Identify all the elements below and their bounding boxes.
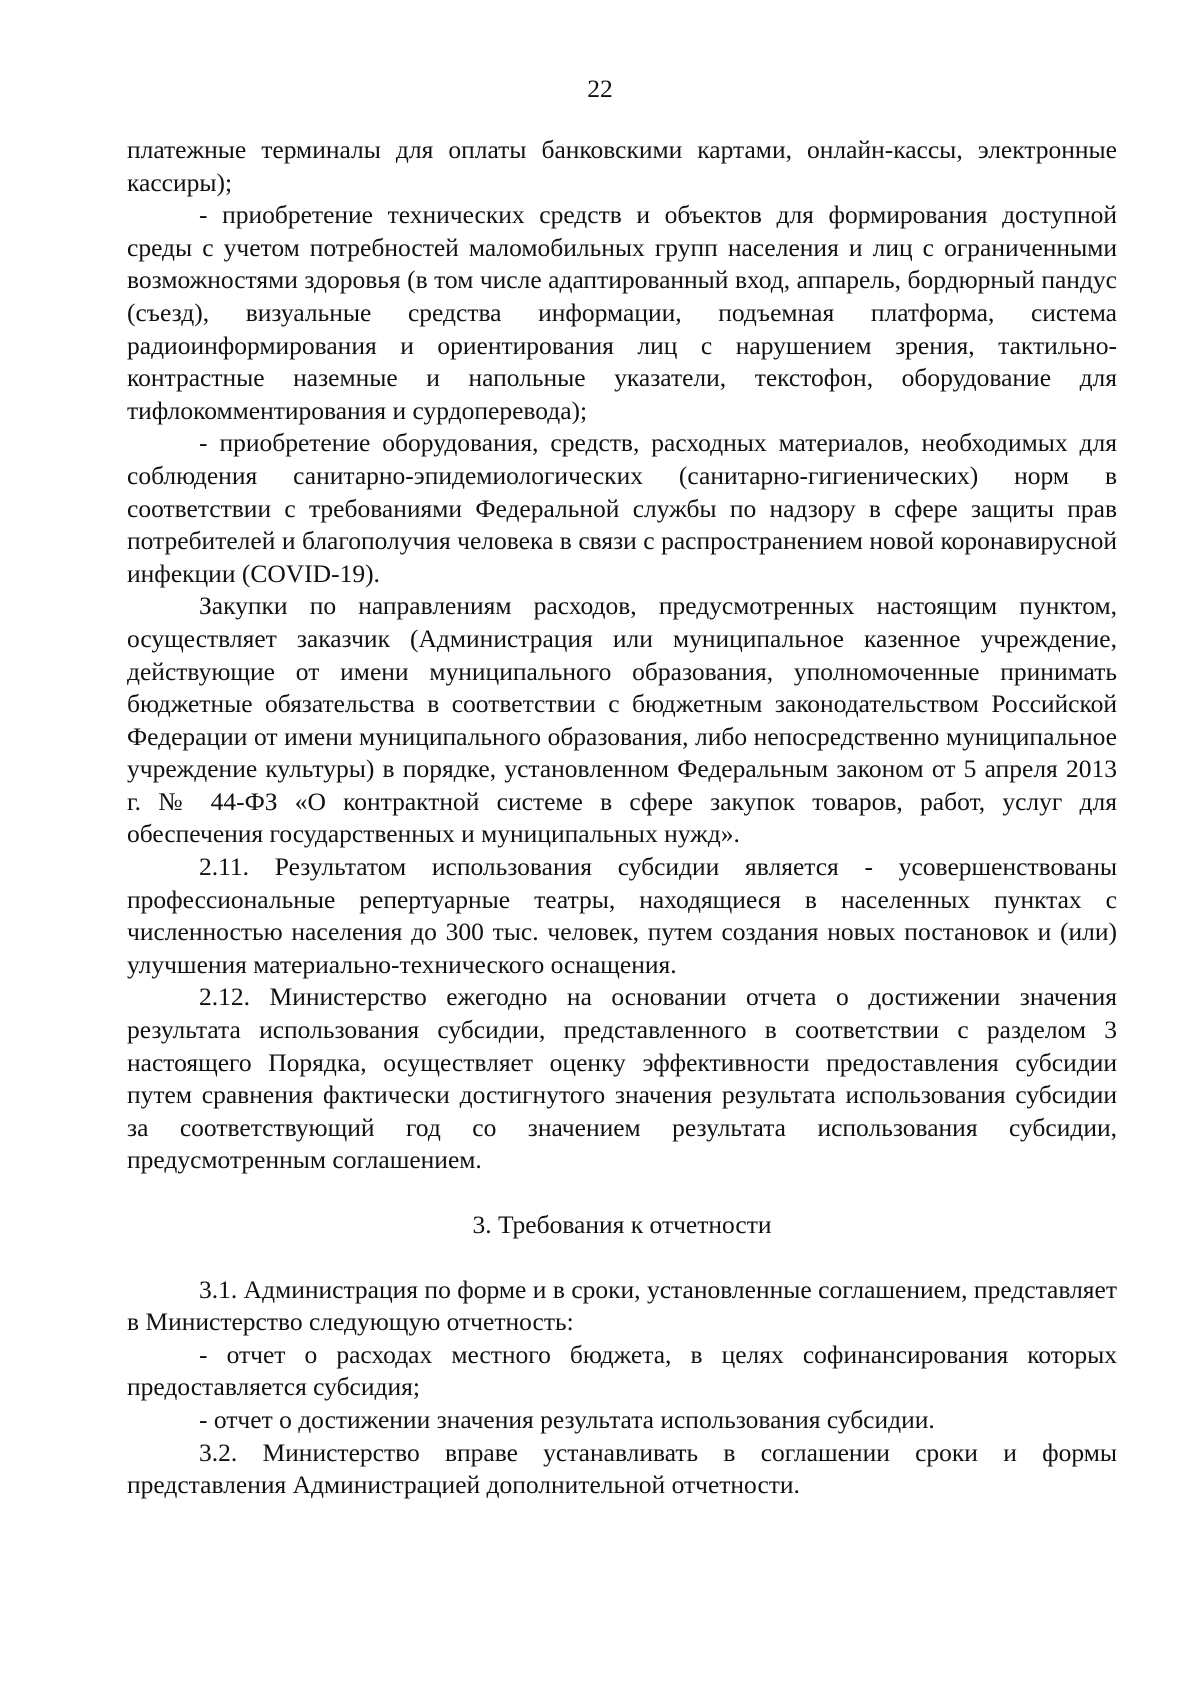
paragraph-report-expenses: - отчет о расходах местного бюджета, в целях софинансирования которых предоставляется субсидия; [127, 1339, 1117, 1402]
paragraph-accessible-environment: - приобретение технических средств и объектов для формирования доступной среды с учетом потребностей маломобильных групп населения и лиц с ограниченными возможностями здоровья (в том числе адаптированный вход, аппарель, бордюрный пандус (съезд), визуальные средства информации, подъемная платформа, система радиоинформирования и ориентирования лиц с нарушением зрения, тактильно-контрастные наземные и напольные указатели, текстофон, оборудование для тифлокомментирования и сурдоперевода); [127, 200, 1117, 425]
paragraph-2-11: 2.11. Результатом использования субсидии является - усовершенствованы профессиональные репертуарные театры, находящиеся в населенных пунктах с численностью населения до 300 тыс. человек, путем создания новых постановок и (или) улучшения материально-технического оснащения. [127, 852, 1117, 979]
paragraph-procurement: Закупки по направлениям расходов, предусмотренных настоящим пунктом, осуществляет заказчик (Администрация или муниципальное казенное учреждение, действующие от имени муниципального образования, уполномоченные принимать бюджетные обязательства в соответствии с бюджетным законодательством Российской Федерации от имени муниципального образования, либо непосредственно муниципальное учреждение культуры) в порядке, установленном Федеральным законом от 5 апреля 2013 г. № 44-ФЗ «О контрактной системе в сфере закупок товаров, работ, услуг для обеспечения государственных и муниципальных нужд». [127, 591, 1117, 849]
page-number: 22 [587, 74, 613, 103]
paragraph-payment-terminals: платежные терминалы для оплаты банковскими картами, онлайн-кассы, электронные кассиры); [127, 135, 1117, 197]
paragraph-sanitary-equipment: - приобретение оборудования, средств, расходных материалов, необходимых для соблюдения санитарно-эпидемиологических (санитарно-гигиенических) норм в соответствии с требованиями Федеральной службы по надзору в сфере защиты прав потребителей и благополучия человека в связи с распространением новой коронавирусной инфекции (COVID-19). [127, 428, 1117, 588]
paragraph-3-1: 3.1. Администрация по форме и в сроки, установленные соглашением, представляет в Министерство следующую отчетность: [127, 1274, 1117, 1337]
paragraph-3-2: 3.2. Министерство вправе устанавливать в соглашении сроки и формы представления Администрацией дополнительной отчетности. [127, 1437, 1117, 1500]
paragraph-2-12: 2.12. Министерство ежегодно на основании отчета о достижении значения результата использования субсидии, представленного в соответствии с разделом 3 настоящего Порядка, осуществляет оценку эффективности предоставления субсидии путем сравнения фактически достигнутого значения результата использования субсидии за соответствующий год со значением результата использования субсидии, предусмотренным соглашением. [127, 982, 1117, 1175]
document-body [127, 134, 1117, 1502]
section-heading-reporting: 3. Требования к отчетности [472, 1210, 772, 1239]
paragraph-report-result: - отчет о достижении значения результата использования субсидии. [199, 1404, 935, 1434]
